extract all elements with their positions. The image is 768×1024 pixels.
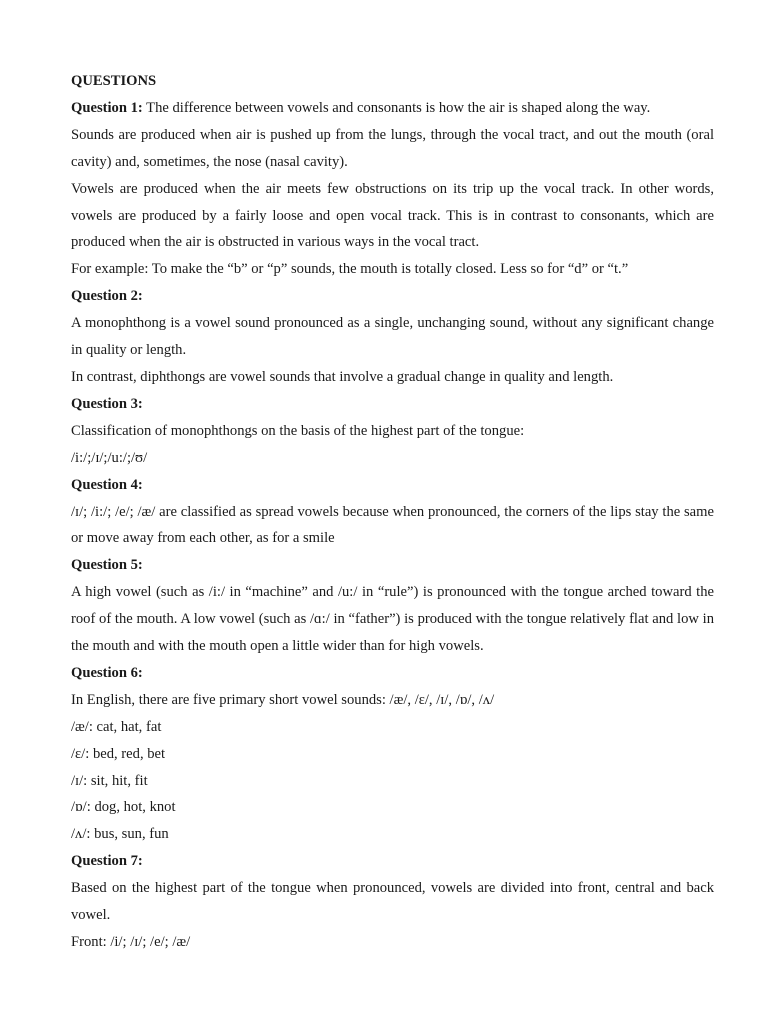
question-3-label: Question 3: xyxy=(71,395,143,412)
document-title: QUESTIONS xyxy=(71,73,157,89)
question-2-label: Question 2: xyxy=(71,288,143,305)
question-1-paragraph-2: Vowels are produced when the air meets few obstructions on its trip up the vocal track. In other words, vowels are produced by a fairly loose and open vocal track. This is in contrast to consonants, which are produced when the air is obstructed in various ways in the vocal tract. xyxy=(71,180,714,251)
question-1-intro-text: The difference between vowels and consonants is how the air is shaped along the way. xyxy=(142,99,651,116)
question-6-item: /ɪ/: sit, hit, fit xyxy=(71,772,148,789)
question-3-paragraph-1: Classification of monophthongs on the basis of the highest part of the tongue: xyxy=(71,422,525,439)
question-6-item: /æ/: cat, hat, fat xyxy=(71,718,162,735)
question-6-item: /ʌ/: bus, sun, fun xyxy=(71,826,169,843)
question-1-paragraph-1: Sounds are produced when air is pushed up from the lungs, through the vocal tract, and out the mouth (oral cavity) and, sometimes, the nose (nasal cavity). xyxy=(71,126,714,170)
question-2-paragraph-1: A monophthong is a vowel sound pronounced as a single, unchanging sound, without any significant change in quality or length. xyxy=(71,315,714,359)
document-page xyxy=(71,68,714,956)
question-7-label: Question 7: xyxy=(71,853,143,870)
question-4-label: Question 4: xyxy=(71,476,143,493)
question-7-paragraph-2: Front: /i/; /ɪ/; /e/; /æ/ xyxy=(71,934,191,950)
question-2-paragraph-2: In contrast, diphthongs are vowel sounds that involve a gradual change in quality and length. xyxy=(71,368,614,385)
question-5-paragraph-1: A high vowel (such as /i:/ in “machine” and /u:/ in “rule”) is pronounced with the tongue arched toward the roof of the mouth. A low vowel (such as /ɑ:/ in “father”) is produced with the tongue relatively flat and low in the mouth and with the mouth open a little wider than for high vowels. xyxy=(71,584,714,655)
question-3-paragraph-2: /i:/;/ɪ/;/u:/;/ʊ/ xyxy=(71,449,148,466)
question-6-item: /ɛ/: bed, red, bet xyxy=(71,745,166,762)
question-1-paragraph-3: For example: To make the “b” or “p” sounds, the mouth is totally closed. Less so for “d” or “t.” xyxy=(71,261,629,278)
question-1-label: Question 1: xyxy=(71,99,143,116)
question-6-label: Question 6: xyxy=(71,664,143,681)
question-6-item: /ɒ/: dog, hot, knot xyxy=(71,799,176,816)
question-6-paragraph-1: In English, there are five primary short vowel sounds: /æ/, /ɛ/, /ɪ/, /ɒ/, /ʌ/ xyxy=(71,691,495,708)
question-1-intro xyxy=(71,95,714,122)
question-5-label: Question 5: xyxy=(71,557,143,574)
question-4-paragraph-1: /ɪ/; /i:/; /e/; /æ/ are classified as spread vowels because when pronounced, the corners of the lips stay the same or move away from each other, as for a smile xyxy=(71,503,714,547)
question-7-paragraph-1: Based on the highest part of the tongue when pronounced, vowels are divided into front, central and back vowel. xyxy=(71,880,714,924)
